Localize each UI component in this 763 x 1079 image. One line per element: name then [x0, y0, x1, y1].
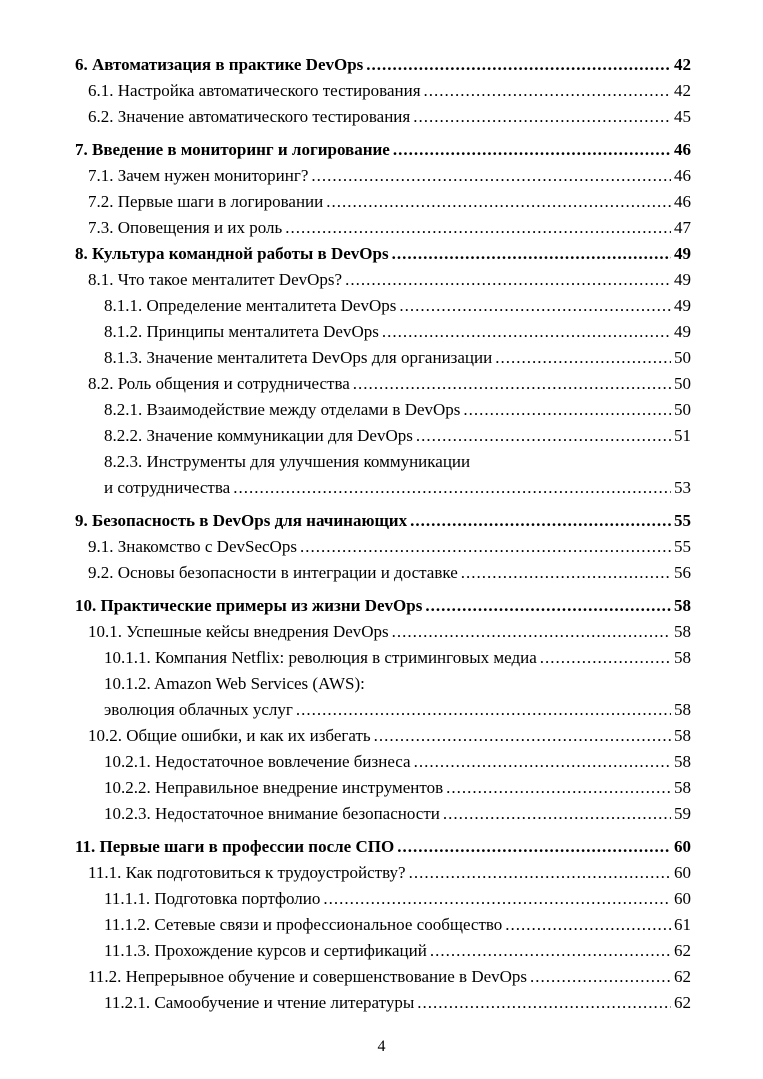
- toc-entry-10-1-1[interactable]: [75, 645, 691, 671]
- dot-leader: [425, 593, 671, 619]
- toc-entry-label: эволюция облачных услуг: [104, 700, 293, 719]
- toc-entry-8-1-2[interactable]: [75, 319, 691, 345]
- toc-entry-label: 6. Автоматизация в практике DevOps: [75, 55, 364, 74]
- toc-entry-label: 11. Первые шаги в профессии после СПО: [75, 837, 395, 856]
- toc-entry-label: 6.1. Настройка автоматического тестирования: [88, 81, 421, 100]
- toc-entry-page: 49: [674, 244, 691, 263]
- toc-entry-8-1-1[interactable]: [75, 293, 691, 319]
- toc-entry-label: 11.2.1. Самообучение и чтение литературы: [104, 993, 415, 1012]
- dot-leader: [417, 990, 671, 1016]
- dot-leader: [393, 137, 671, 163]
- toc-entry-page: 51: [674, 426, 691, 445]
- dot-leader: [382, 319, 671, 345]
- toc-entry-8-2-2[interactable]: [75, 423, 691, 449]
- toc-entry-page: 49: [674, 322, 691, 341]
- dot-leader: [530, 964, 671, 990]
- toc-entry-label: 10.2. Общие ошибки, и как их избегать: [88, 726, 371, 745]
- dot-leader: [366, 52, 671, 78]
- toc-entry-chapter-9[interactable]: [75, 508, 691, 534]
- dot-leader: [409, 860, 671, 886]
- toc-entry-7-2[interactable]: [75, 189, 691, 215]
- toc-entry-label: 7.1. Зачем нужен мониторинг?: [88, 166, 309, 185]
- toc-entry-page: 49: [674, 296, 691, 315]
- toc-entry-label: 10. Практические примеры из жизни DevOps: [75, 596, 423, 615]
- toc-entry-label: 8.2. Роль общения и сотрудничества: [88, 374, 350, 393]
- toc-entry-label: 11.1.1. Подготовка портфолио: [104, 889, 321, 908]
- toc-entry-line: [75, 449, 691, 475]
- toc-entry-6-2[interactable]: [75, 104, 691, 130]
- dot-leader: [397, 834, 671, 860]
- toc-entry-label: 10.1.1. Компания Netflix: революция в стриминговых медиа: [104, 648, 537, 667]
- toc-entry-line: [75, 697, 691, 723]
- toc-entry-page: 46: [674, 166, 691, 185]
- toc-entry-8-2-1[interactable]: [75, 397, 691, 423]
- dot-leader: [430, 938, 671, 964]
- toc-entry-page: 42: [674, 55, 691, 74]
- toc-entry-page: 59: [674, 804, 691, 823]
- dot-leader: [463, 397, 671, 423]
- toc-entry-label: 10.2.1. Недостаточное вовлечение бизнеса: [104, 752, 411, 771]
- toc-entry-line: [75, 671, 691, 697]
- toc-entry-page: 45: [674, 107, 691, 126]
- dot-leader: [424, 78, 671, 104]
- table-of-contents: [75, 52, 691, 1016]
- dot-leader: [345, 267, 671, 293]
- dot-leader: [410, 508, 671, 534]
- dot-leader: [326, 189, 671, 215]
- dot-leader: [446, 775, 671, 801]
- toc-entry-10-1-2[interactable]: [75, 671, 691, 723]
- toc-entry-page: 60: [674, 863, 691, 882]
- dot-leader: [233, 475, 671, 501]
- toc-entry-page: 46: [674, 140, 691, 159]
- dot-leader: [414, 749, 671, 775]
- toc-entry-label: 8.2.2. Значение коммуникации для DevOps: [104, 426, 413, 445]
- toc-entry-11-1-1[interactable]: [75, 886, 691, 912]
- dot-leader: [540, 645, 671, 671]
- dot-leader: [323, 886, 671, 912]
- toc-entry-page: 55: [674, 511, 691, 530]
- toc-entry-11-2[interactable]: [75, 964, 691, 990]
- toc-entry-label: 7.3. Оповещения и их роль: [88, 218, 283, 237]
- dot-leader: [416, 423, 671, 449]
- toc-entry-label: 8.2.1. Взаимодействие между отделами в DevOps: [104, 400, 461, 419]
- toc-entry-label: 8.2.3. Инструменты для улучшения коммуникации: [104, 452, 471, 471]
- toc-entry-label: 8.1.1. Определение менталитета DevOps: [104, 296, 397, 315]
- toc-entry-7-1[interactable]: [75, 163, 691, 189]
- toc-entry-chapter-6[interactable]: [75, 52, 691, 78]
- toc-entry-page: 58: [674, 752, 691, 771]
- toc-entry-label: 11.1.3. Прохождение курсов и сертификаций: [104, 941, 427, 960]
- dot-leader: [392, 619, 671, 645]
- toc-entry-page: 58: [674, 648, 691, 667]
- toc-entry-chapter-8[interactable]: [75, 241, 691, 267]
- toc-entry-11-1-3[interactable]: [75, 938, 691, 964]
- dot-leader: [505, 912, 671, 938]
- toc-entry-10-2[interactable]: [75, 723, 691, 749]
- toc-entry-11-2-1[interactable]: [75, 990, 691, 1016]
- toc-entry-page: 58: [674, 622, 691, 641]
- toc-entry-page: 62: [674, 967, 691, 986]
- toc-entry-label: 8.1.2. Принципы менталитета DevOps: [104, 322, 379, 341]
- toc-entry-11-1[interactable]: [75, 860, 691, 886]
- dot-leader: [374, 723, 671, 749]
- toc-entry-label: 11.2. Непрерывное обучение и совершенствование в DevOps: [88, 967, 528, 986]
- toc-entry-label: 6.2. Значение автоматического тестирования: [88, 107, 411, 126]
- toc-entry-page: 49: [674, 270, 691, 289]
- toc-entry-page: 50: [674, 374, 691, 393]
- toc-entry-page: 62: [674, 941, 691, 960]
- toc-entry-10-2-2[interactable]: [75, 775, 691, 801]
- toc-entry-8-1-3[interactable]: [75, 345, 691, 371]
- dot-leader: [300, 534, 671, 560]
- dot-leader: [285, 215, 671, 241]
- dot-leader: [296, 697, 671, 723]
- toc-entry-page: 58: [674, 726, 691, 745]
- toc-entry-label: и сотрудничества: [104, 478, 231, 497]
- toc-entry-page: 58: [674, 778, 691, 797]
- toc-entry-label: 11.1. Как подготовиться к трудоустройству?: [88, 863, 406, 882]
- toc-entry-label: 10.2.2. Неправильное внедрение инструментов: [104, 778, 444, 797]
- toc-entry-page: 60: [674, 889, 691, 908]
- toc-entry-10-1[interactable]: [75, 619, 691, 645]
- toc-entry-10-2-1[interactable]: [75, 749, 691, 775]
- toc-entry-label: 10.1. Успешные кейсы внедрения DevOps: [88, 622, 389, 641]
- toc-entry-page: 53: [674, 478, 691, 497]
- dot-leader: [413, 104, 671, 130]
- toc-entry-chapter-10[interactable]: [75, 593, 691, 619]
- page-number: 4: [377, 1038, 386, 1055]
- toc-entry-8-2[interactable]: [75, 371, 691, 397]
- toc-entry-7-3[interactable]: [75, 215, 691, 241]
- toc-entry-page: 50: [674, 400, 691, 419]
- toc-entry-label: 8.1.3. Значение менталитета DevOps для организации: [104, 348, 493, 367]
- toc-entry-8-1[interactable]: [75, 267, 691, 293]
- toc-entry-page: 50: [674, 348, 691, 367]
- toc-entry-label: 9. Безопасность в DevOps для начинающих: [75, 511, 408, 530]
- toc-entry-label: 9.2. Основы безопасности в интеграции и доставке: [88, 563, 458, 582]
- toc-entry-9-1[interactable]: [75, 534, 691, 560]
- toc-entry-page: 47: [674, 218, 691, 237]
- dot-leader: [443, 801, 671, 827]
- toc-entry-label: 10.1.2. Amazon Web Services (AWS):: [104, 674, 365, 693]
- toc-entry-8-2-3[interactable]: [75, 449, 691, 501]
- dot-leader: [399, 293, 671, 319]
- toc-entry-page: 42: [674, 81, 691, 100]
- toc-entry-page: 46: [674, 192, 691, 211]
- toc-entry-line: [75, 475, 691, 501]
- toc-entry-label: 10.2.3. Недостаточное внимание безопасности: [104, 804, 440, 823]
- toc-entry-label: 8.1. Что такое менталитет DevOps?: [88, 270, 343, 289]
- toc-entry-page: 58: [674, 596, 691, 615]
- toc-entry-6-1[interactable]: [75, 78, 691, 104]
- dot-leader: [392, 241, 671, 267]
- toc-entry-11-1-2[interactable]: [75, 912, 691, 938]
- toc-entry-label: 7. Введение в мониторинг и логирование: [75, 140, 390, 159]
- toc-entry-page: 58: [674, 700, 691, 719]
- toc-entry-label: 7.2. Первые шаги в логировании: [88, 192, 324, 211]
- dot-leader: [311, 163, 671, 189]
- toc-entry-chapter-7[interactable]: [75, 137, 691, 163]
- toc-entry-10-2-3[interactable]: [75, 801, 691, 827]
- toc-entry-chapter-11[interactable]: [75, 834, 691, 860]
- dot-leader: [495, 345, 671, 371]
- toc-entry-page: 60: [674, 837, 691, 856]
- dot-leader: [461, 560, 671, 586]
- toc-entry-page: 62: [674, 993, 691, 1012]
- toc-entry-9-2[interactable]: [75, 560, 691, 586]
- toc-entry-label: 8. Культура командной работы в DevOps: [75, 244, 389, 263]
- toc-entry-page: 61: [674, 915, 691, 934]
- toc-entry-page: 55: [674, 537, 691, 556]
- toc-entry-page: 56: [674, 563, 691, 582]
- dot-leader: [353, 371, 671, 397]
- toc-entry-label: 9.1. Знакомство с DevSecOps: [88, 537, 297, 556]
- toc-entry-label: 11.1.2. Сетевые связи и профессиональное сообщество: [104, 915, 503, 934]
